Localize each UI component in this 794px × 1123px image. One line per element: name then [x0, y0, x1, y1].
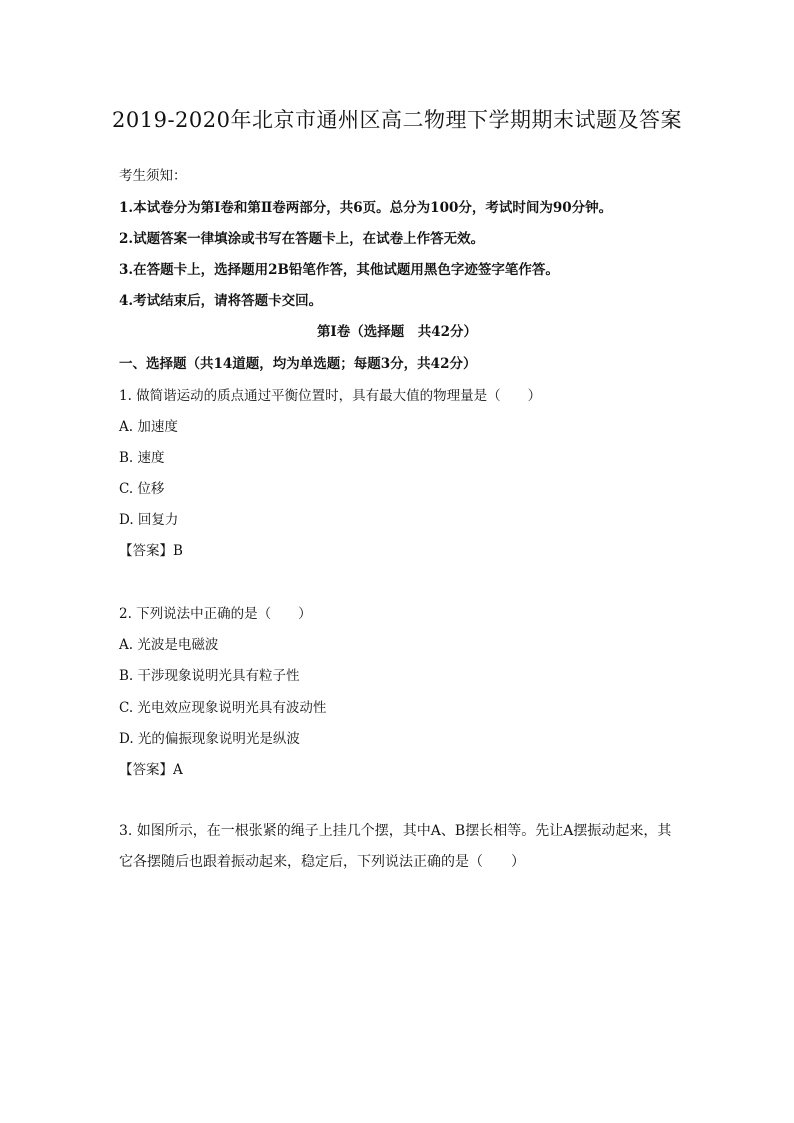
notice-heading: 考生须知： — [119, 168, 187, 184]
question-3-stem-line-2: 它各摆随后也跟着振动起来，稳定后，下列说法正确的是（ ） — [119, 854, 525, 870]
question-2-option-b: B. 干涉现象说明光具有粒子性 — [119, 668, 300, 684]
question-1-option-d: D. 回复力 — [119, 512, 179, 528]
notice-item-1: 1.本试卷分为第Ⅰ卷和第Ⅱ卷两部分，共6页。总分为100分，考试时间为90分钟。 — [119, 200, 613, 216]
document-title: 2019-2020年北京市通州区高二物理下学期期末试题及答案 — [112, 108, 682, 132]
section-heading: 一、选择题（共14道题，均为单选题；每题3分，共42分） — [119, 356, 477, 372]
question-2-option-c: C. 光电效应现象说明光具有波动性 — [119, 700, 327, 716]
part-title: 第Ⅰ卷（选择题 共42分） — [316, 324, 478, 340]
notice-item-3: 3.在答题卡上，选择题用2B铅笔作答，其他试题用黑色字迹签字笔作答。 — [119, 262, 559, 278]
question-1-option-a: A. 加速度 — [119, 419, 178, 435]
question-1-option-c: C. 位移 — [119, 481, 165, 497]
notice-item-2: 2.试题答案一律填涂或书写在答题卡上，在试卷上作答无效。 — [119, 231, 485, 247]
question-2-option-a: A. 光波是电磁波 — [119, 637, 219, 653]
question-1-answer: 【答案】B — [119, 543, 183, 559]
question-2-stem: 2. 下列说法中正确的是（ ） — [119, 606, 312, 622]
question-2-option-d: D. 光的偏振现象说明光是纵波 — [119, 731, 300, 747]
question-3-stem-line-1: 3. 如图所示，在一根张紧的绳子上挂几个摆，其中A、B摆长相等。先让A摆振动起来，其 — [119, 823, 672, 839]
question-1-option-b: B. 速度 — [119, 450, 165, 466]
question-2-answer: 【答案】A — [119, 762, 183, 778]
question-1-stem: 1. 做简谐运动的质点通过平衡位置时，具有最大值的物理量是（ ） — [119, 388, 542, 404]
notice-item-4: 4.考试结束后，请将答题卡交回。 — [119, 293, 323, 309]
